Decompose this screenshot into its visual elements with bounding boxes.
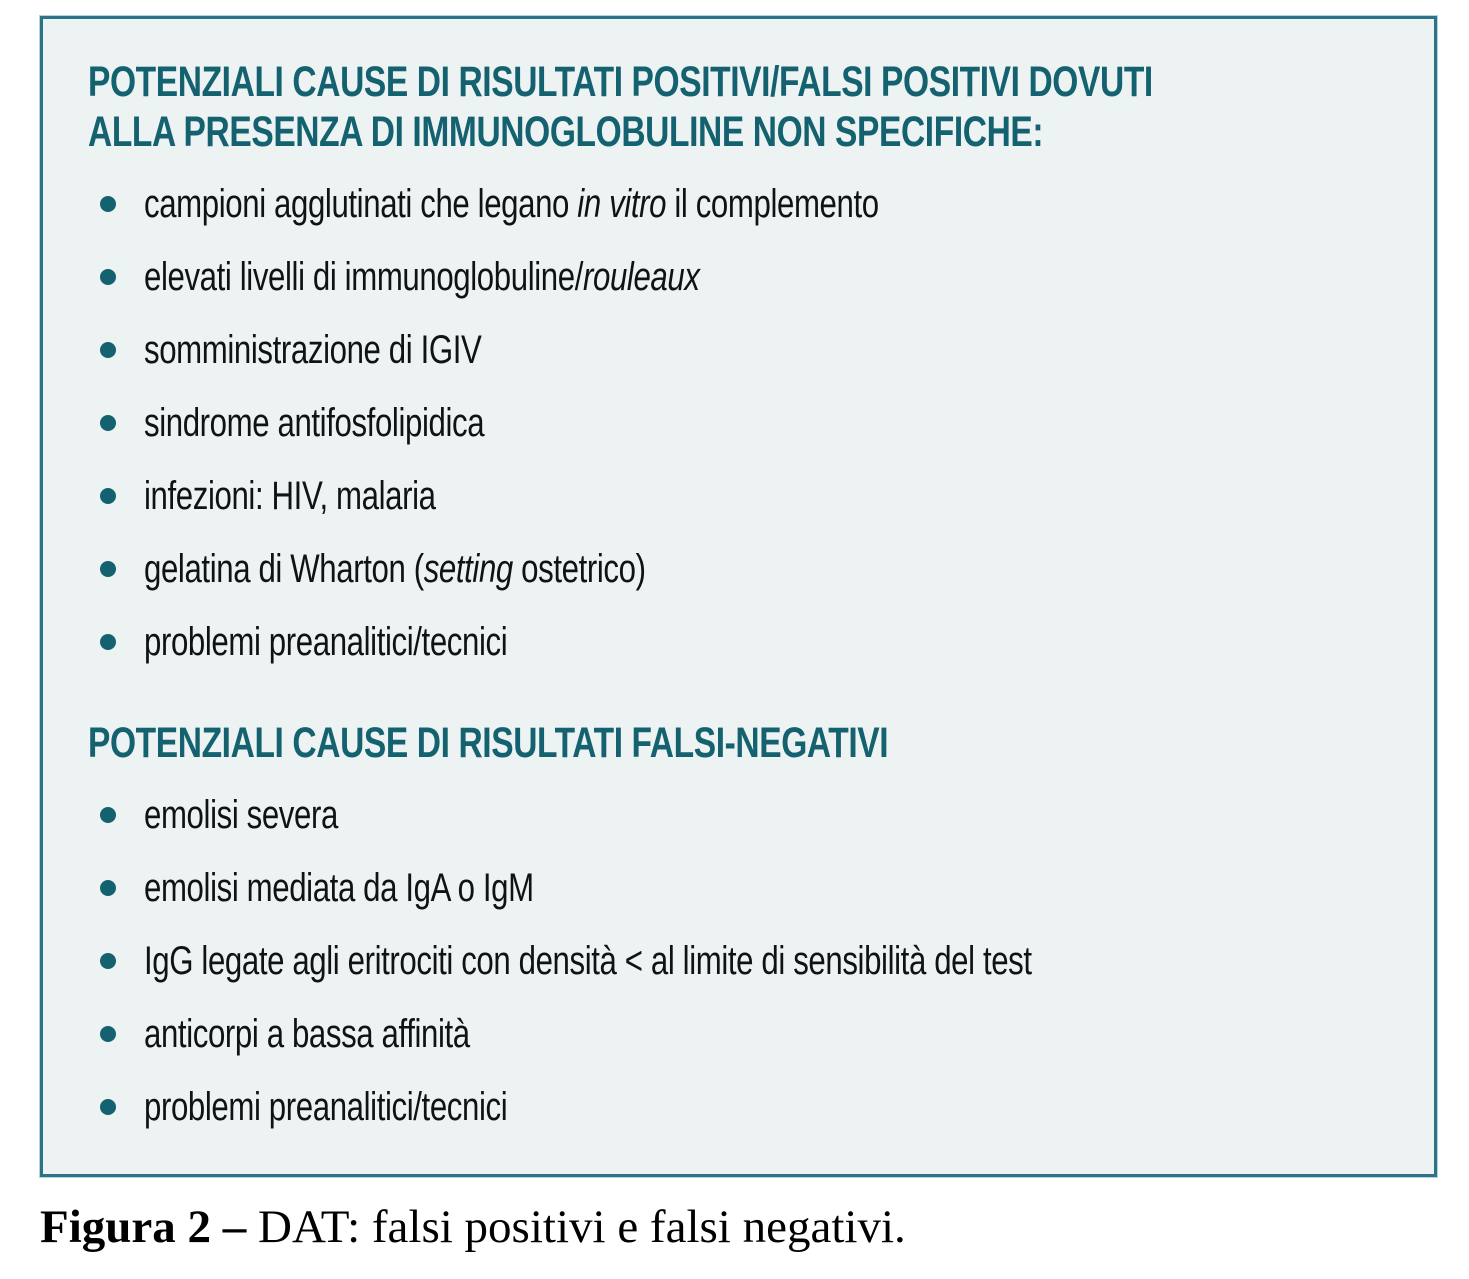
item-text (144, 1087, 507, 1127)
section-heading-line: POTENZIALI CAUSE DI RISULTATI FALSI-NEGATIVI (88, 719, 889, 767)
caption-label: Figura 2 – (40, 1201, 247, 1253)
list-item (100, 184, 1404, 224)
section-heading-line: POTENZIALI CAUSE DI RISULTATI POSITIVI/FALSI POSITIVI DOVUTI (88, 58, 1153, 106)
bullet-list (88, 184, 1404, 662)
item-text (144, 184, 879, 224)
item-text-plain: problemi preanalitici/tecnici (144, 1085, 508, 1129)
item-text (144, 549, 646, 589)
item-text-plain: anticorpi a bassa affinità (144, 1012, 470, 1056)
item-text-plain: ostetrico) (512, 547, 646, 591)
bullet-icon (100, 953, 116, 969)
bullet-icon (100, 1099, 116, 1115)
item-text-plain: gelatina di Wharton ( (144, 547, 424, 591)
section-1 (88, 57, 1404, 662)
list-item (100, 1014, 1404, 1054)
item-text-plain: il complemento (666, 182, 879, 226)
item-text-italic: in vitro (577, 182, 667, 226)
bullet-icon (100, 196, 116, 212)
section-heading-line: ALLA PRESENZA DI IMMUNOGLOBULINE NON SPECIFICHE: (88, 108, 1044, 156)
item-text-italic: rouleaux (582, 255, 700, 299)
item-text (144, 257, 700, 297)
item-text-plain: elevati livelli di immunoglobuline/ (144, 255, 583, 299)
bullet-icon (100, 415, 116, 431)
item-text-plain: infezioni: HIV, malaria (144, 474, 436, 518)
list-item (100, 257, 1404, 297)
item-text (144, 795, 338, 835)
item-text-plain: sindrome antifosfolipidica (144, 401, 485, 445)
list-item (100, 795, 1404, 835)
item-text (144, 330, 481, 370)
item-text-plain: emolisi severa (144, 793, 338, 837)
list-item (100, 868, 1404, 908)
item-text-italic: setting (423, 547, 513, 591)
list-item (100, 622, 1404, 662)
bullet-icon (100, 807, 116, 823)
list-item (100, 941, 1404, 981)
bullet-icon (100, 269, 116, 285)
list-item (100, 403, 1404, 443)
bullet-icon (100, 1026, 116, 1042)
item-text-plain: somministrazione di IGIV (144, 328, 482, 372)
item-text (144, 476, 436, 516)
list-item (100, 1087, 1404, 1127)
item-text-plain: emolisi mediata da IgA o IgM (144, 866, 534, 910)
item-text (144, 868, 534, 908)
section-heading (88, 718, 1404, 768)
section-2 (88, 718, 1404, 1127)
bullet-icon (100, 488, 116, 504)
item-text-plain: problemi preanalitici/tecnici (144, 620, 508, 664)
list-item (100, 330, 1404, 370)
item-text-plain: IgG legate agli eritrociti con densità < al limite di sensibilità del test (144, 939, 1032, 983)
figure-box (40, 16, 1437, 1177)
list-item (100, 549, 1404, 589)
figure-caption (40, 1198, 906, 1256)
bullet-icon (100, 342, 116, 358)
item-text (144, 941, 1032, 981)
bullet-icon (100, 561, 116, 577)
bullet-list (88, 795, 1404, 1127)
item-text (144, 1014, 470, 1054)
bullet-icon (100, 634, 116, 650)
section-heading (88, 57, 1404, 157)
bullet-icon (100, 880, 116, 896)
item-text-plain: campioni agglutinati che legano (144, 182, 578, 226)
item-text (144, 403, 484, 443)
list-item (100, 476, 1404, 516)
caption-text: DAT: falsi positivi e falsi negativi. (258, 1201, 906, 1253)
item-text (144, 622, 507, 662)
